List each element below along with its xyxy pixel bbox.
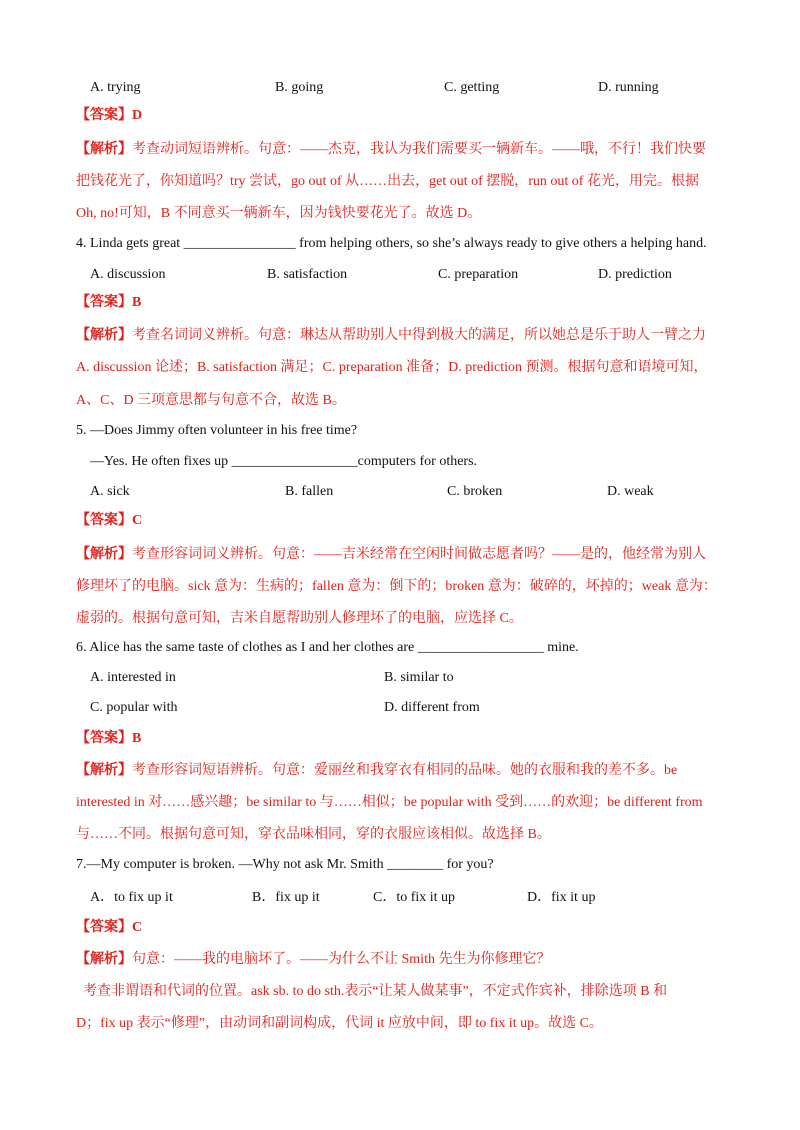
q3-analysis-line-2: 把钱花光了，你知道吗？try 尝试，go out of 从……出去，get out of 摆脱，run out of 花光，用完。根据 [76,174,699,189]
analysis-text: 考查名词词义辨析。句意：琳达从帮助别人中得到极大的满足，所以她总是乐于助人一臂之力 [132,328,706,343]
analysis-tag: 【解析】 [76,952,132,967]
q4-option-c: C. preparation [438,267,519,282]
q7-stem: 7.—My computer is broken. —Why not ask Mr. Smith ________ for you? [76,857,494,872]
answer-value: C [132,513,143,528]
analysis-text: 句意：——我的电脑坏了。——为什么不让 Smith 先生为你修理它？ [132,952,551,967]
q5-option-d: D. weak [607,484,654,499]
answer-value: C [132,920,143,935]
q3-analysis-line-1 [76,140,706,160]
answer-tag: 【答案】 [76,295,132,310]
q6-option-b: B. similar to [384,670,454,685]
q5-stem-line-1: 5. —Does Jimmy often volunteer in his free time? [76,423,358,438]
q5-stem-line-2: —Yes. He often fixes up __________________computers for others. [90,454,478,469]
answer-tag: 【答案】 [76,513,132,528]
q7-answer [76,918,142,938]
answer-tag: 【答案】 [76,731,132,746]
q7-option-c: C．to fix it up [373,890,456,905]
analysis-text: 考查形容词词义辨析。句意：——吉米经常在空闲时间做志愿者吗？——是的，他经常为别人 [132,547,706,562]
q3-analysis-line-3: Oh, no!可知，B 不同意买一辆新车，因为钱快要花光了。故选 D。 [76,206,482,221]
q7-option-b: B．fix up it [252,890,320,905]
q5-option-c: C. broken [447,484,503,499]
analysis-tag: 【解析】 [76,142,132,157]
q4-option-a: A. discussion [90,267,166,282]
q5-analysis-line-3: 虚弱的。根据句意可知，吉米自愿帮助别人修理坏了的电脑，应选择 C。 [76,611,523,626]
q6-option-c: C. popular with [90,700,178,715]
q5-analysis-line-2: 修理坏了的电脑。sick 意为：生病的；fallen 意为：倒下的；broken 意为：破碎的，坏掉的；weak 意为： [76,579,717,594]
analysis-text: 考查形容词短语辨析。句意：爱丽丝和我穿衣有相同的品味。她的衣服和我的差不多。be [132,763,678,778]
q5-answer [76,511,142,531]
answer-tag: 【答案】 [76,108,132,123]
analysis-tag: 【解析】 [76,763,132,778]
q3-option-c: C. getting [444,80,500,95]
q6-analysis-line-2: interested in 对……感兴趣；be similar to 与……相似；be popular with 受到……的欢迎；be different from [76,795,703,810]
q3-option-a: A. trying [90,80,141,95]
q4-answer [76,293,141,313]
q5-analysis-line-1 [76,545,706,565]
q5-option-b: B. fallen [285,484,334,499]
analysis-tag: 【解析】 [76,547,132,562]
q6-option-d: D. different from [384,700,480,715]
q6-option-a: A. interested in [90,670,176,685]
q4-stem: 4. Linda gets great ________________ from helping others, so she’s always ready to give others a helping hand. [76,236,707,251]
answer-value: B [132,295,142,310]
answer-value: D [132,108,143,123]
answer-tag: 【答案】 [76,920,132,935]
q6-analysis-line-3: 与……不同。根据句意可知，穿衣品味相同，穿的衣服应该相似。故选择 B。 [76,827,551,842]
analysis-tag: 【解析】 [76,328,132,343]
q7-option-a: A．to fix up it [90,890,173,905]
q4-analysis-line-3: A、C、D 三项意思都与句意不合，故选 B。 [76,393,346,408]
q6-stem: 6. Alice has the same taste of clothes as I and her clothes are __________________ mine. [76,640,579,655]
q3-option-b: B. going [275,80,324,95]
q5-option-a: A. sick [90,484,130,499]
q7-analysis-line-1 [76,950,550,970]
q3-option-d: D. running [598,80,659,95]
analysis-text: 考查动词短语辨析。句意：——杰克，我认为我们需要买一辆新车。——哦，不行！我们快要 [132,142,706,157]
q6-analysis-line-1 [76,761,677,781]
q4-analysis-line-2: A. discussion 论述；B. satisfaction 满足；C. preparation 准备；D. prediction 预测。根据句意和语境可知， [76,360,708,375]
q7-analysis-line-2: 考查非谓语和代词的位置。ask sb. to do sth.表示“让某人做某事”，不定式作宾补，排除选项 B 和 [76,984,668,999]
answer-value: B [132,731,142,746]
q4-option-b: B. satisfaction [267,267,348,282]
q4-analysis-line-1 [76,326,706,346]
q4-option-d: D. prediction [598,267,672,282]
q7-analysis-line-3: D；fix up 表示“修理”，由动词和副词构成，代词 it 应放中间，即 to fix it up。故选 C。 [76,1016,603,1031]
q6-answer [76,729,141,749]
q3-answer [76,106,142,126]
q7-option-d: D．fix it up [527,890,596,905]
